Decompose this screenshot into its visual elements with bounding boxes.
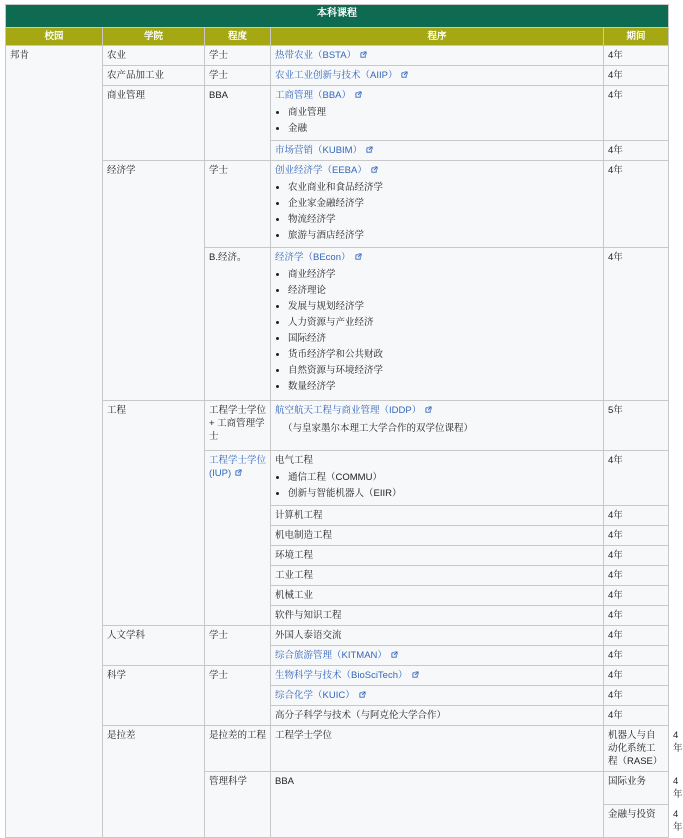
program-cell: [271, 666, 604, 686]
program-cell: [271, 161, 604, 248]
list-item: • 金融: [288, 121, 599, 137]
program-cell: 工业工程: [271, 566, 604, 586]
faculty-cell: 工程: [103, 401, 205, 626]
external-link-icon[interactable]: [366, 146, 373, 153]
faculty-cell: 管理科学: [205, 772, 271, 838]
program-cell: 机械工业: [271, 586, 604, 606]
degree-cell: 学士: [205, 666, 271, 726]
duration-cell: 5年: [604, 401, 669, 451]
program-cell: [271, 86, 604, 141]
degree-cell: BBA: [271, 772, 604, 838]
external-link-icon[interactable]: [355, 253, 362, 260]
program-cell: 机器人与自动化系统工程（RASE）: [604, 726, 669, 772]
program-cell: 计算机工程: [271, 506, 604, 526]
duration-cell: 4年: [604, 46, 669, 66]
major-list: [275, 105, 599, 137]
program-cell: 金融与投资: [604, 805, 669, 838]
degree-cell: 学士: [205, 161, 271, 248]
duration-cell: 4年: [604, 66, 669, 86]
header-program: 程序: [271, 28, 604, 46]
faculty-cell: 是拉差的工程: [205, 726, 271, 772]
duration-cell: 4年: [604, 161, 669, 248]
degree-cell: 工程学士学位: [271, 726, 604, 772]
duration-cell: 4年: [604, 141, 669, 161]
program-name: 电气工程: [275, 455, 314, 466]
list-item: • 自然资源与环境经济学: [288, 363, 599, 379]
list-item: • 农业商业和食品经济学: [288, 180, 599, 196]
degree-cell: 学士: [205, 626, 271, 666]
program-cell: 软件与知识工程: [271, 606, 604, 626]
program-cell: [271, 46, 604, 66]
program-link[interactable]: 创业经济学（EEBA）: [275, 165, 367, 176]
list-item: • 创新与智能机器人（EIIR）: [288, 486, 599, 502]
duration-cell: 4年: [604, 526, 669, 546]
header-campus: 校园: [6, 28, 103, 46]
duration-cell: 4年: [604, 606, 669, 626]
program-link[interactable]: 综合化学（KUIC）: [275, 690, 355, 701]
list-item: • 经济理论: [288, 283, 599, 299]
external-link-icon[interactable]: [355, 91, 362, 98]
list-item: • 商业管理: [288, 105, 599, 121]
external-link-icon[interactable]: [235, 469, 242, 476]
list-item: • 物流经济学: [288, 212, 599, 228]
program-note: （与皇家墨尔本理工大学合作的双学位课程）: [283, 423, 474, 434]
program-cell: 环境工程: [271, 546, 604, 566]
faculty-cell: 商业管理: [103, 86, 205, 161]
duration-cell: 4年: [604, 586, 669, 606]
program-cell: 国际业务: [604, 772, 669, 805]
list-item: • 发展与规划经济学: [288, 299, 599, 315]
program-cell: [271, 248, 604, 401]
program-cell: 外国人泰语交流: [271, 626, 604, 646]
program-link[interactable]: 经济学（BEcon）: [275, 252, 351, 263]
duration-cell: 4年: [604, 86, 669, 141]
major-list: [275, 180, 599, 244]
program-cell: [271, 66, 604, 86]
duration-cell: 4年: [604, 646, 669, 666]
program-cell: [271, 451, 604, 506]
degree-cell: BBA: [205, 86, 271, 161]
faculty-cell: 农产品加工业: [103, 66, 205, 86]
external-link-icon[interactable]: [425, 406, 432, 413]
list-item: • 商业经济学: [288, 267, 599, 283]
major-list: [275, 267, 599, 395]
degree-link[interactable]: 工程学士学位 (IUP): [209, 455, 267, 479]
external-link-icon[interactable]: [371, 166, 378, 173]
header-duration: 期间: [604, 28, 669, 46]
list-item: • 数量经济学: [288, 379, 599, 395]
campus-cell: 是拉差: [103, 726, 205, 838]
list-item: • 企业家金融经济学: [288, 196, 599, 212]
external-link-icon[interactable]: [412, 671, 419, 678]
duration-cell: 4年: [604, 626, 669, 646]
faculty-cell: 科学: [103, 666, 205, 726]
program-link[interactable]: 生物科学与技术（BioSciTech）: [275, 670, 408, 681]
header-degree: 程度: [205, 28, 271, 46]
degree-cell: 学士: [205, 66, 271, 86]
undergraduate-table-container: [5, 4, 683, 838]
duration-cell: 4年: [604, 686, 669, 706]
program-link[interactable]: 航空航天工程与商业管理（IDDP）: [275, 405, 422, 416]
program-cell: [271, 646, 604, 666]
table-title: 本科课程: [6, 5, 669, 28]
duration-cell: 4年: [604, 451, 669, 506]
external-link-icon[interactable]: [360, 51, 367, 58]
list-item: • 人力资源与产业经济: [288, 315, 599, 331]
degree-cell: 学士: [205, 46, 271, 66]
program-cell: [271, 141, 604, 161]
duration-cell: 4年: [604, 706, 669, 726]
external-link-icon[interactable]: [401, 71, 408, 78]
degree-cell: 工程学士学位 + 工商管理学士: [205, 401, 271, 451]
duration-cell: 4年: [604, 546, 669, 566]
program-cell: [271, 686, 604, 706]
faculty-cell: 农业: [103, 46, 205, 66]
duration-cell: 4年: [604, 506, 669, 526]
degree-cell: B.经济。: [205, 248, 271, 401]
duration-cell: 4年: [604, 566, 669, 586]
program-link[interactable]: 农业工业创新与技术（AIIP）: [275, 70, 398, 81]
list-item: • 旅游与酒店经济学: [288, 228, 599, 244]
external-link-icon[interactable]: [359, 691, 366, 698]
program-link[interactable]: 工商管理（BBA）: [275, 90, 352, 101]
faculty-cell: 人文学科: [103, 626, 205, 666]
degree-cell: [205, 451, 271, 626]
duration-cell: 4年: [604, 248, 669, 401]
program-link[interactable]: 市场营销（KUBIM）: [275, 145, 363, 156]
external-link-icon[interactable]: [391, 651, 398, 658]
campus-cell: 邦肯: [6, 46, 103, 838]
header-faculty: 学院: [103, 28, 205, 46]
program-cell: [271, 401, 604, 451]
faculty-cell: 经济学: [103, 161, 205, 401]
list-item: • 通信工程（COMMU）: [288, 470, 599, 486]
major-list: [275, 470, 599, 502]
list-item: • 货币经济学和公共财政: [288, 347, 599, 363]
program-link[interactable]: 综合旅游管理（KITMAN）: [275, 650, 387, 661]
program-cell: 机电制造工程: [271, 526, 604, 546]
program-link[interactable]: 热带农业（BSTA）: [275, 50, 357, 61]
list-item: • 国际经济: [288, 331, 599, 347]
program-cell: 高分子科学与技术（与阿克伦大学合作）: [271, 706, 604, 726]
duration-cell: 4年: [604, 666, 669, 686]
undergraduate-programs-table: 本科课程 校园 学院 程度 程序 期间 邦肯 农业 学士 热带农业（BSTA） 4年 农产品加工业 学士 农业工业创新与技术（AIIP） 4年 商业管理 BBA 工商管理（BBA） • 商业管理 • 金融 4年 市场营销（KUBIM） 4年 经济学 学士 创业经济学（EEBA） • 农业商业和食品经济学 • 企业家金融经济学 • 物流经济学 • 旅游与酒店经济学 4年 B.经济。 经济学（BEcon） • 商业经济学 • 经济理论 • 发展与规划经济学 • 人力资源与产业经济 • 国际经济 • 货币经济学和公共财政 • 自然资源与环境经济学 • 数量经济学 4年 工程 工程学士学位 + 工商管理学士 航空航天工程与商业管理（IDDP） （与皇家墨尔本理工大学合作的双学位课程） 5年 工程学士学位 (IUP) 电气工程 • 通信工程（COMMU） • 创新与智能机器人（EIIR） 4年 计算机工程 4年 机电制造工程 4年 环境工程 4年 工业工程 4年 机械工业 4年 软件与知识工程 4年 人文学科 学士 外国人泰语交流 4年 综合旅游管理（KITMAN） 4年 科学 学士 生物科学与技术（BioSciTech） 4年 综合化学（KUIC） 4年 高分子科学与技术（与阿克伦大学合作） 4年 是拉差 是拉差的工程 工程学士学位 机器人与自动化系统工程（RASE） 4年 管理科学 BBA 国际业务 4年 金融与投资 4年: [5, 4, 669, 838]
